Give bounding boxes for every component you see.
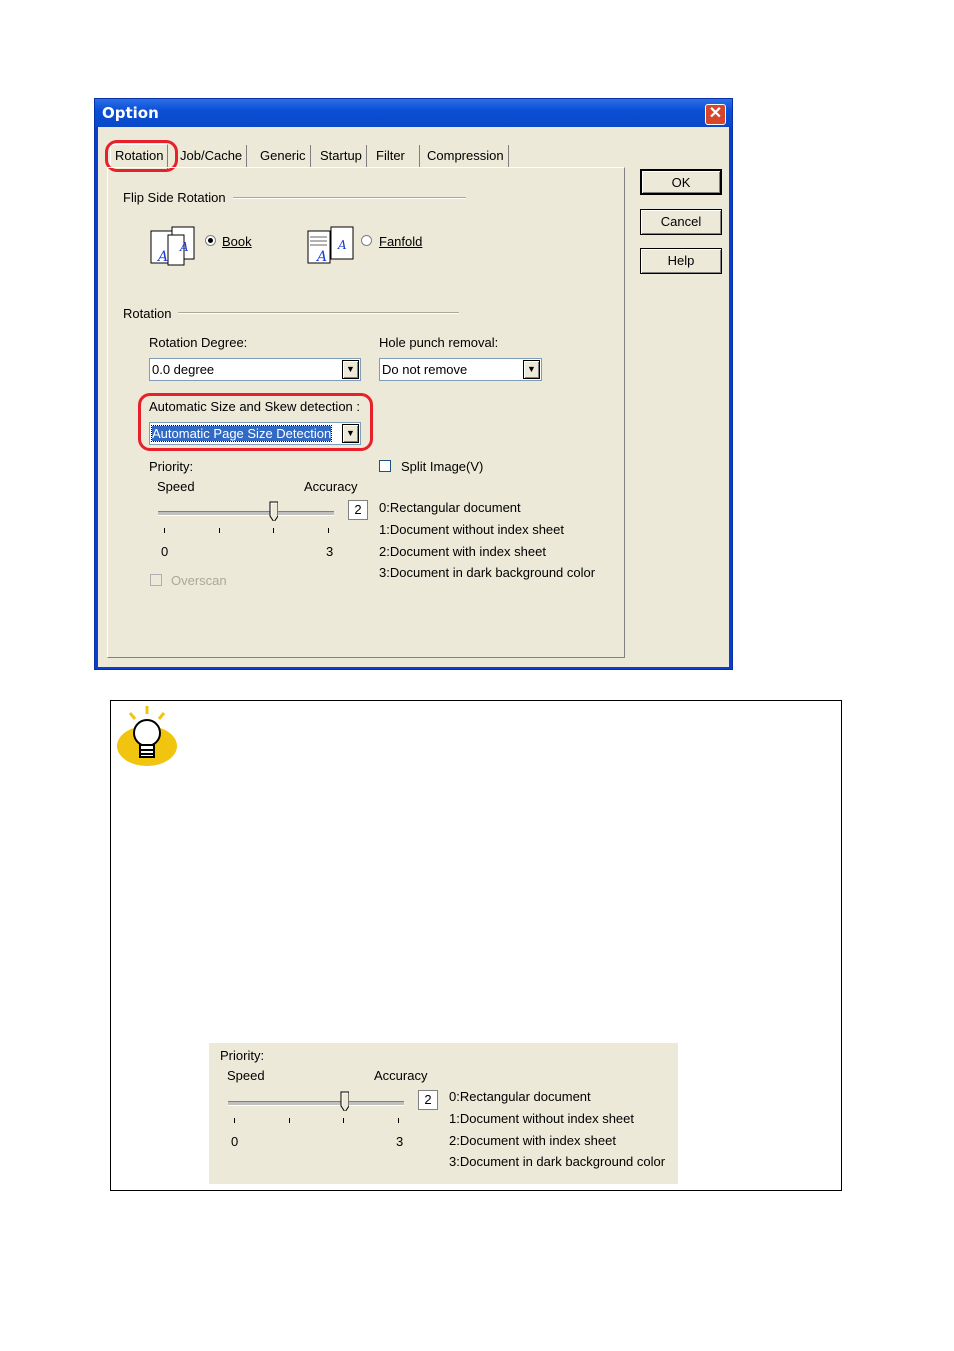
option-dialog [94, 98, 733, 670]
priority-slider-thumb[interactable] [269, 501, 278, 521]
tab-job-cache[interactable] [176, 145, 247, 167]
tab-generic[interactable] [256, 145, 311, 167]
slider-tick [289, 1118, 290, 1123]
priority-level-0: 0:Rectangular document [379, 500, 521, 515]
slider-tick [219, 528, 220, 533]
lightbulb-icon [114, 703, 180, 769]
inset-level-3: 3:Document in dark background color [449, 1154, 666, 1169]
priority-value: 2 [354, 502, 362, 517]
fanfold-icon [305, 223, 357, 271]
help-label: Help [667, 253, 695, 268]
flip-side-heading: Flip Side Rotation [123, 190, 226, 205]
svg-text:A: A [338, 238, 347, 252]
slider-tick [164, 528, 165, 533]
auto-detection-highlight [138, 393, 373, 451]
rotation-degree-label: Rotation Degree: [149, 335, 248, 350]
title-bar[interactable] [95, 99, 732, 127]
slider-tick [398, 1118, 399, 1123]
inset-priority-label: Priority: [220, 1048, 265, 1063]
window-title: Option [102, 104, 159, 122]
divider [178, 312, 459, 314]
inset-accuracy-label: Accuracy [374, 1068, 428, 1083]
slider-min-label: 0 [161, 544, 169, 559]
tab-startup-label: Startup [320, 148, 362, 163]
slider-tick [273, 528, 274, 533]
tab-compression-label: Compression [427, 148, 504, 163]
book-label[interactable] [222, 234, 252, 249]
chevron-down-icon[interactable]: ▼ [342, 424, 359, 443]
inset-slider-track [228, 1101, 404, 1106]
priority-slider-track[interactable] [158, 511, 334, 516]
chevron-down-icon[interactable]: ▼ [342, 360, 359, 379]
accuracy-label: Accuracy [304, 479, 358, 494]
split-image-label[interactable]: Split Image(V) [401, 459, 484, 474]
cancel-label: Cancel [660, 214, 702, 229]
svg-text:A: A [180, 240, 189, 254]
fanfold-label[interactable] [379, 234, 422, 249]
ok-button[interactable] [640, 169, 722, 195]
tab-generic-label: Generic [260, 148, 306, 163]
dialog-client [98, 127, 729, 667]
ok-label: OK [671, 175, 691, 190]
slider-tick [343, 1118, 344, 1123]
tab-rotation-label: Rotation [115, 148, 164, 163]
inset-value: 2 [424, 1092, 432, 1107]
auto-detection-value: Automatic Page Size Detection [152, 426, 332, 441]
priority-value-box [348, 500, 368, 520]
priority-level-3: 3:Document in dark background color [379, 565, 596, 580]
priority-inset [209, 1043, 678, 1184]
auto-detection-label: Automatic Size and Skew detection : [149, 399, 361, 414]
divider [233, 197, 466, 199]
chevron-down-icon[interactable]: ▼ [523, 360, 540, 379]
inset-level-2: 2:Document with index sheet [449, 1133, 616, 1148]
svg-text:A: A [158, 249, 169, 265]
tab-filter-label: Filter [376, 148, 405, 163]
cancel-button[interactable] [640, 209, 722, 235]
inset-min-label: 0 [231, 1134, 239, 1149]
split-image-checkbox[interactable] [379, 460, 391, 472]
inset-value-box [418, 1090, 438, 1110]
priority-label: Priority: [149, 459, 194, 474]
fanfold-radio[interactable] [361, 235, 372, 246]
hole-punch-select[interactable] [379, 358, 542, 381]
rotation-degree-select[interactable] [149, 358, 361, 381]
hole-punch-value: Do not remove [382, 362, 468, 377]
speed-label: Speed [157, 479, 195, 494]
inset-speed-label: Speed [227, 1068, 265, 1083]
close-button[interactable] [705, 104, 726, 125]
fanfold-label-text: Fanfold [379, 234, 423, 249]
tab-startup[interactable] [316, 145, 367, 167]
hole-punch-label: Hole punch removal: [379, 335, 499, 350]
priority-level-2: 2:Document with index sheet [379, 544, 546, 559]
overscan-checkbox[interactable] [150, 574, 162, 586]
book-radio[interactable] [205, 235, 216, 246]
tab-job-cache-label: Job/Cache [180, 148, 243, 163]
close-icon: ✕ [708, 105, 723, 122]
slider-tick [328, 528, 329, 533]
inset-slider-thumb [340, 1091, 349, 1111]
tab-compression[interactable] [423, 145, 509, 167]
rotation-degree-value: 0.0 degree [152, 362, 215, 377]
book-icon [148, 223, 200, 271]
slider-max-label: 3 [326, 544, 334, 559]
help-button[interactable] [640, 248, 722, 274]
tab-filter[interactable] [372, 145, 420, 167]
book-label-text: Book [222, 234, 252, 249]
priority-level-1: 1:Document without index sheet [379, 522, 564, 537]
inset-level-0: 0:Rectangular document [449, 1089, 591, 1104]
inset-level-1: 1:Document without index sheet [449, 1111, 634, 1126]
slider-tick [234, 1118, 235, 1123]
svg-text:A: A [317, 249, 328, 265]
overscan-label: Overscan [171, 573, 227, 588]
inset-max-label: 3 [396, 1134, 404, 1149]
rotation-heading: Rotation [123, 306, 172, 321]
